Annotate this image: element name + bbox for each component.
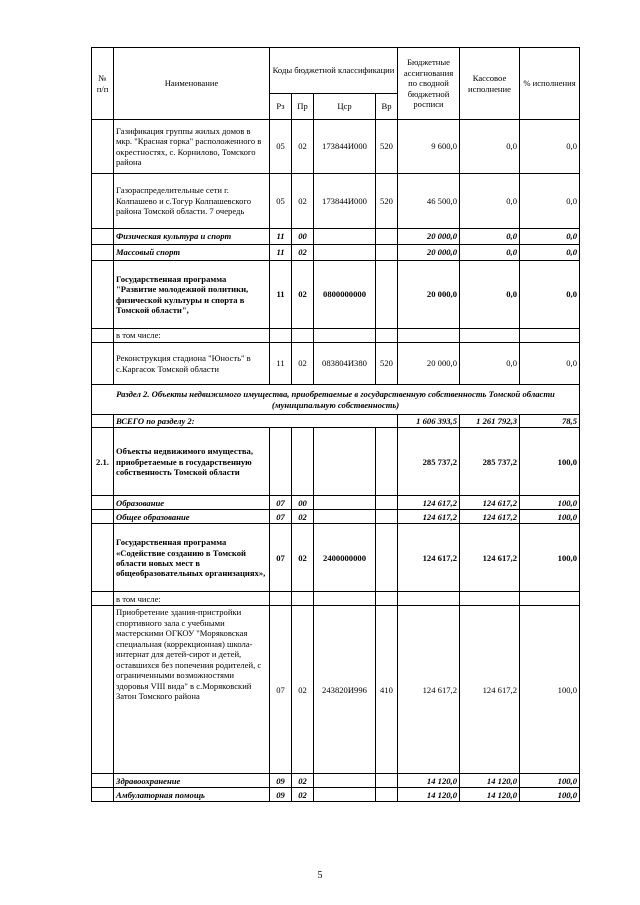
row-assign: 20 000,0 [398, 261, 460, 329]
row-name: Газификация группы жилых домов в мкр. "Красная горка" расположенного в окрестностях, с. Корнилово, Томского района [114, 120, 270, 174]
header-cash: Кассовое исполнение [460, 48, 520, 120]
table-row [92, 510, 580, 524]
row-rz: 07 [270, 496, 292, 510]
row-vr [376, 428, 398, 496]
row-pct: 100,0 [520, 510, 580, 524]
row-pct: 100,0 [520, 788, 580, 802]
row-num [92, 496, 114, 510]
budget-table [91, 47, 580, 802]
row-pct: 0,0 [520, 120, 580, 174]
row-csr [314, 329, 376, 343]
row-rz: 11 [270, 245, 292, 261]
row-rz [270, 592, 292, 606]
row-cash: 0,0 [460, 120, 520, 174]
table-row [92, 174, 580, 229]
header-pr: Пр [292, 94, 314, 120]
row-pct [520, 592, 580, 606]
row-pr: 02 [292, 510, 314, 524]
header-assign: Бюджетные ассигнования по сводной бюджетной росписи [398, 48, 460, 120]
row-num [92, 120, 114, 174]
row-cash: 0,0 [460, 261, 520, 329]
header-vr: Вр [376, 94, 398, 120]
row-pr: 02 [292, 524, 314, 592]
row-csr: 173844И000 [314, 174, 376, 229]
row-pr: 02 [292, 261, 314, 329]
row-name: Газораспределительные сети г. Колпашево и с.Тогур Колпашевского района Томской области. 7 очередь [114, 174, 270, 229]
row-pr: 02 [292, 343, 314, 385]
table-row [92, 774, 580, 788]
row-pct: 100,0 [520, 428, 580, 496]
row-pct: 0,0 [520, 261, 580, 329]
table-row [92, 229, 580, 245]
table-row [92, 524, 580, 592]
row-vr [376, 245, 398, 261]
row-vr [376, 510, 398, 524]
table-row [92, 245, 580, 261]
row-name: Общее образование [114, 510, 270, 524]
table-row [92, 120, 580, 174]
row-cash: 14 120,0 [460, 788, 520, 802]
row-csr [314, 774, 376, 788]
row-assign: 9 600,0 [398, 120, 460, 174]
row-cash [460, 592, 520, 606]
table-row [92, 428, 580, 496]
row-cash: 124 617,2 [460, 606, 520, 774]
row-csr [314, 229, 376, 245]
row-csr [314, 592, 376, 606]
row-rz: 05 [270, 174, 292, 229]
row-assign: 20 000,0 [398, 245, 460, 261]
table-row [92, 606, 580, 774]
row-vr: 520 [376, 120, 398, 174]
section-heading: Раздел 2. Объекты недвижимого имущества, приобретаемые в государственную собственность Томской области (муниципальную собственность) [92, 385, 580, 415]
row-cash: 285 737,2 [460, 428, 520, 496]
row-rz: 05 [270, 120, 292, 174]
row-rz: 11 [270, 343, 292, 385]
row-pct: 100,0 [520, 606, 580, 774]
row-pct: 0,0 [520, 229, 580, 245]
row-num [92, 174, 114, 229]
row-name: Здравоохранение [114, 774, 270, 788]
row-assign: 124 617,2 [398, 524, 460, 592]
row-vr [376, 229, 398, 245]
row-assign: 20 000,0 [398, 343, 460, 385]
row-name: Массовый спорт [114, 245, 270, 261]
row-pct: 0,0 [520, 174, 580, 229]
row-num [92, 245, 114, 261]
row-pr: 02 [292, 788, 314, 802]
header-pct: % исполнения [520, 48, 580, 120]
header-codes: Коды бюджетной классификации [270, 48, 398, 94]
header-csr: Цср [314, 94, 376, 120]
page-number: 5 [317, 870, 323, 881]
row-cash: 124 617,2 [460, 496, 520, 510]
row-pr: 02 [292, 245, 314, 261]
row-name: Государственная программа «Содействие созданию в Томской области новых мест в общеобразовательных организациях», [114, 524, 270, 592]
header-row-1 [92, 48, 580, 94]
row-name: Амбулаторная помощь [114, 788, 270, 802]
row-num [92, 524, 114, 592]
row-cash: 124 617,2 [460, 510, 520, 524]
header-num: № п/п [92, 48, 114, 120]
row-pct: 100,0 [520, 774, 580, 788]
row-name: Физическая культура и спорт [114, 229, 270, 245]
row-name: Образование [114, 496, 270, 510]
row-csr [314, 496, 376, 510]
row-rz [270, 428, 292, 496]
row-vr [376, 592, 398, 606]
row-assign: 14 120,0 [398, 774, 460, 788]
row-pct: 78,5 [520, 415, 580, 428]
row-cash: 0,0 [460, 245, 520, 261]
row-name: в том числе: [114, 329, 270, 343]
row-assign: 124 617,2 [398, 510, 460, 524]
row-rz: 07 [270, 606, 292, 774]
row-vr: 410 [376, 606, 398, 774]
row-assign: 124 617,2 [398, 496, 460, 510]
row-cash: 0,0 [460, 229, 520, 245]
row-assign [398, 592, 460, 606]
row-pr [292, 329, 314, 343]
row-pct: 100,0 [520, 524, 580, 592]
row-pr [292, 592, 314, 606]
row-csr [314, 245, 376, 261]
row-csr: 083804И380 [314, 343, 376, 385]
row-name: Объекты недвижимого имущества, приобретаемые в государственную собственность Томской области [114, 428, 270, 496]
row-assign: 14 120,0 [398, 788, 460, 802]
row-csr: 173844И000 [314, 120, 376, 174]
row-csr [314, 510, 376, 524]
row-csr [314, 788, 376, 802]
row-pr: 00 [292, 496, 314, 510]
row-cash: 124 617,2 [460, 524, 520, 592]
table-row [92, 592, 580, 606]
row-csr: 0800000000 [314, 261, 376, 329]
row-num [92, 606, 114, 774]
row-pr [292, 428, 314, 496]
row-cash: 0,0 [460, 174, 520, 229]
row-assign: 285 737,2 [398, 428, 460, 496]
table-row [92, 329, 580, 343]
row-name: в том числе: [114, 592, 270, 606]
row-vr [376, 329, 398, 343]
row-pr: 02 [292, 174, 314, 229]
table-row [92, 496, 580, 510]
row-vr [376, 788, 398, 802]
row-num [92, 788, 114, 802]
table-row [92, 343, 580, 385]
row-num [92, 229, 114, 245]
row-assign: 46 500,0 [398, 174, 460, 229]
row-name: ВСЕГО по разделу 2: [114, 415, 398, 428]
row-assign: 124 617,2 [398, 606, 460, 774]
row-pr: 02 [292, 606, 314, 774]
row-pct: 100,0 [520, 496, 580, 510]
row-rz [270, 329, 292, 343]
row-cash: 1 261 792,3 [460, 415, 520, 428]
row-csr: 2400000000 [314, 524, 376, 592]
table-row [92, 261, 580, 329]
row-num: 2.1. [92, 428, 114, 496]
row-num [92, 415, 114, 428]
row-pr: 00 [292, 229, 314, 245]
row-rz: 09 [270, 774, 292, 788]
row-vr: 520 [376, 343, 398, 385]
row-rz: 07 [270, 524, 292, 592]
row-name: Государственная программа "Развитие молодежной политики, физической культуры и спорта в Томской области", [114, 261, 270, 329]
row-pct [520, 329, 580, 343]
row-assign: 1 606 393,5 [398, 415, 460, 428]
header-name: Наименование [114, 48, 270, 120]
row-pr: 02 [292, 774, 314, 788]
row-num [92, 592, 114, 606]
row-rz: 07 [270, 510, 292, 524]
row-cash: 14 120,0 [460, 774, 520, 788]
row-rz: 11 [270, 261, 292, 329]
row-num [92, 329, 114, 343]
table-row [92, 415, 580, 428]
row-csr [314, 428, 376, 496]
section-heading-row [92, 385, 580, 415]
row-num [92, 343, 114, 385]
row-name: Приобретение здания-пристройки спортивного зала с учебными мастерскими ОГКОУ "Моряковская специальная (коррекционная) школа-интернат для детей-сирот и детей, оставшихся без попечения родителей, с ограниченными возможностями здоровья VIII вида" в с.Моряковский Затон Томского района [114, 606, 270, 774]
row-vr [376, 774, 398, 788]
row-vr [376, 496, 398, 510]
row-rz: 09 [270, 788, 292, 802]
row-cash: 0,0 [460, 343, 520, 385]
row-num [92, 510, 114, 524]
row-assign [398, 329, 460, 343]
row-csr: 243820И996 [314, 606, 376, 774]
row-num [92, 261, 114, 329]
row-assign: 20 000,0 [398, 229, 460, 245]
row-vr [376, 524, 398, 592]
row-pct: 0,0 [520, 245, 580, 261]
table-row [92, 788, 580, 802]
row-num [92, 774, 114, 788]
row-rz: 11 [270, 229, 292, 245]
row-name: Реконструкция стадиона "Юность" в с.Каргасок Томской области [114, 343, 270, 385]
row-vr: 520 [376, 174, 398, 229]
header-rz: Рз [270, 94, 292, 120]
row-vr [376, 261, 398, 329]
row-pr: 02 [292, 120, 314, 174]
row-cash [460, 329, 520, 343]
row-pct: 0,0 [520, 343, 580, 385]
